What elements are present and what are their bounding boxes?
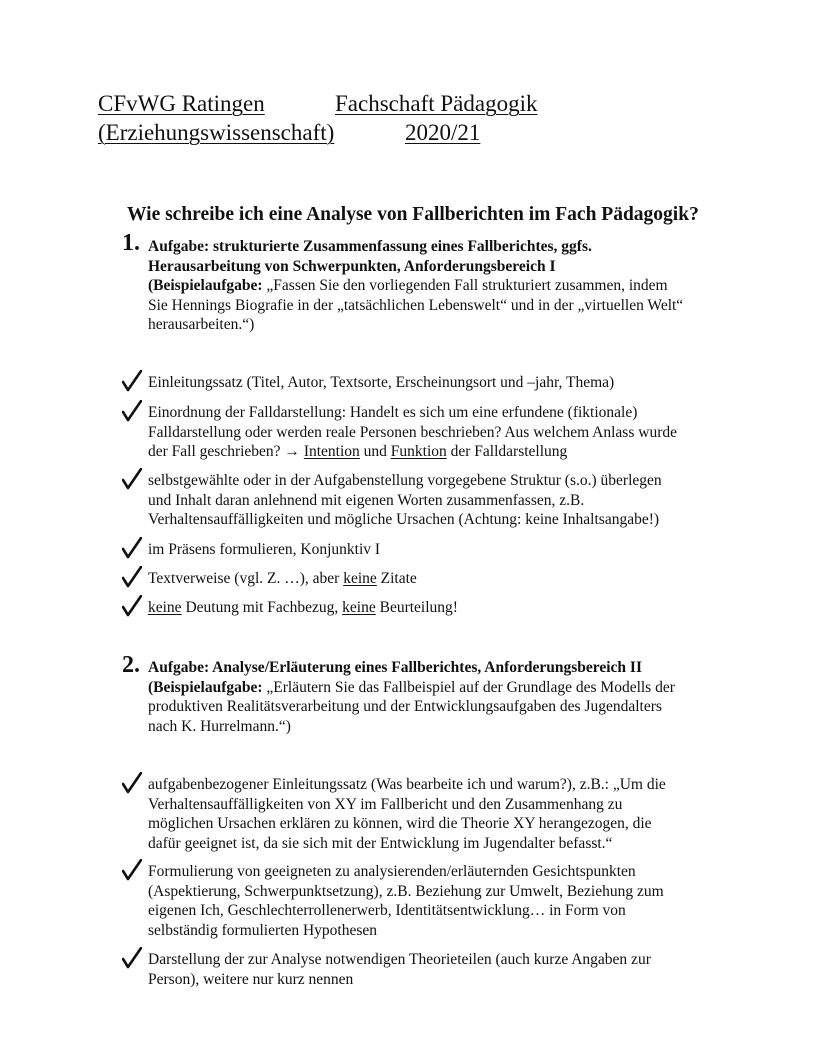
s2-item-1-line3: möglichen Ursachen erklären zu können, wird die Theorie XY herangezogen, die [148, 815, 652, 833]
section-1-example-label: (Beispielaufgabe: [148, 277, 263, 295]
header-year: 2020/21 [405, 120, 481, 145]
s2-item-1-line1: aufgabenbezogener Einleitungssatz (Was bearbeite ich und warum?), z.B.: „Um die [148, 776, 666, 793]
section-1-heading-line2: Herausarbeitung von Schwerpunkten, Anforderungsbereich I [148, 257, 556, 275]
page-title: Wie schreibe ich eine Analyse von Fallberichten im Fach Pädagogik? [127, 204, 699, 225]
checkmark-icon [122, 370, 142, 392]
section-1-example-text1: „Fassen Sie den vorliegenden Fall strukturiert zusammen, indem [262, 277, 668, 295]
s2-item-2-line4: selbständig formulierten Hypothesen [148, 921, 378, 939]
section-2-example-line3: nach K. Hurrelmann.“) [148, 717, 291, 735]
s1-item-3-line1: selbstgewählte oder in der Aufgabenstellung vorgegebene Struktur (s.o.) überlegen [148, 472, 662, 489]
s1-item-4 [148, 540, 788, 560]
s1-item-2-line3-mid: und [359, 443, 391, 461]
section-1-example-line1 [148, 276, 788, 296]
section-1-heading-line1: Aufgabe: strukturierte Zusammenfassung eines Fallberichtes, ggfs. [148, 238, 592, 255]
s1-item-2-funktion: Funktion [390, 443, 447, 461]
checkmark-icon [122, 400, 142, 422]
s1-item-6-keine1: keine [148, 599, 182, 616]
section-2-block [148, 658, 788, 736]
s2-item-3-line2: Person), weitere nur kurz nennen [148, 970, 354, 988]
s1-item-2-line3-pre: der Fall geschrieben? → [148, 443, 304, 461]
section-1-example-line2: Sie Hennings Biografie in der „tatsächlichen Lebenswelt“ und in der „virtuellen Welt“ [148, 296, 684, 314]
s1-item-2 [148, 403, 788, 462]
s2-item-1-line4: dafür geeignet ist, da sie sich mit der Entwicklung im Jugendalter befasst.“ [148, 834, 613, 852]
s1-item-2-line3-post: der Falldarstellung [446, 443, 568, 461]
s1-item-2-intention: Intention [303, 443, 360, 461]
section-2-example-line2: produktiven Realitätsverarbeitung und der Entwicklungsaufgaben des Jugendalters [148, 698, 662, 716]
s2-item-1 [148, 775, 788, 853]
s1-item-6-mid: Deutung mit Fachbezug, [181, 599, 343, 616]
checkmark-icon [122, 947, 142, 969]
section-2-heading: Aufgabe: Analyse/Erläuterung eines Fallberichtes, Anforderungsbereich II [148, 659, 642, 676]
checkmark-icon [122, 859, 142, 881]
s1-item-3 [148, 471, 788, 530]
s1-item-5-pre: Textverweise (vgl. Z. …), aber [148, 570, 344, 587]
section-1-block [148, 237, 788, 335]
s1-item-1-line1: Einleitungssatz (Titel, Autor, Textsorte, Erscheinungsort und –jahr, Thema) [148, 374, 615, 391]
s2-item-1-line2: Verhaltensauffälligkeiten von XY im Fallbericht und den Zusammenhang zu [148, 795, 623, 813]
s1-item-6 [148, 598, 788, 618]
s2-item-3 [148, 950, 788, 989]
s2-item-2-line1: Formulierung von geeigneten zu analysierenden/erläuternden Gesichtspunkten [148, 863, 636, 880]
s1-item-2-line2: Falldarstellung oder werden reale Personen beschrieben? Aus welchem Anlass wurde [148, 423, 677, 441]
s1-item-3-line3: Verhaltensauffälligkeiten und mögliche Ursachen (Achtung: keine Inhaltsangabe!) [148, 511, 660, 529]
s1-item-6-post: Beurteilung! [375, 599, 458, 616]
s1-item-2-line3 [148, 442, 788, 462]
s2-item-2-line2: (Aspektierung, Schwerpunktsetzung), z.B. Beziehung zur Umwelt, Beziehung zum [148, 882, 664, 900]
checkmark-icon [122, 772, 142, 794]
s2-item-3-line1: Darstellung der zur Analyse notwendigen Theorieteilen (auch kurze Angaben zur [148, 951, 651, 968]
s1-item-3-line2: und Inhalt daran anlehnend mit eigenen Worten zusammenfassen, z.B. [148, 491, 585, 509]
header-school: CFvWG Ratingen [98, 91, 265, 116]
s1-item-2-line1: Einordnung der Falldarstellung: Handelt es sich um eine erfundene (fiktionale) [148, 404, 638, 421]
section-1-example-line3: herausarbeiten.“) [148, 316, 255, 334]
s1-item-4-line1: im Präsens formulieren, Konjunktiv I [148, 541, 381, 558]
header-department: Fachschaft Pädagogik [335, 91, 538, 116]
s2-item-2 [148, 862, 788, 940]
s1-item-5-post: Zitate [376, 570, 417, 587]
checkmark-icon [122, 595, 142, 617]
s1-item-1 [148, 373, 788, 393]
s1-item-5 [148, 569, 788, 589]
section-2-example-text1: „Erläutern Sie das Fallbeispiel auf der Grundlage des Modells der [262, 678, 675, 696]
header-subject: (Erziehungswissenschaft) [98, 120, 335, 145]
s1-item-5-keine: keine [343, 570, 377, 587]
section-2-example-label: (Beispielaufgabe: [148, 678, 263, 696]
s2-item-2-line3: eigenen Ich, Geschlechterrollenerwerb, Identitätsentwicklung… in Form von [148, 902, 626, 920]
checkmark-icon [122, 537, 142, 559]
checkmark-icon [122, 468, 142, 490]
section-2-number: 2. [122, 652, 140, 678]
s1-item-5-line1 [148, 569, 788, 589]
section-2-example-line1 [148, 678, 788, 698]
checkmark-icon [122, 566, 142, 588]
section-1-number: 1. [122, 230, 140, 256]
s1-item-6-line1 [148, 598, 788, 618]
s1-item-6-keine2: keine [342, 599, 376, 616]
